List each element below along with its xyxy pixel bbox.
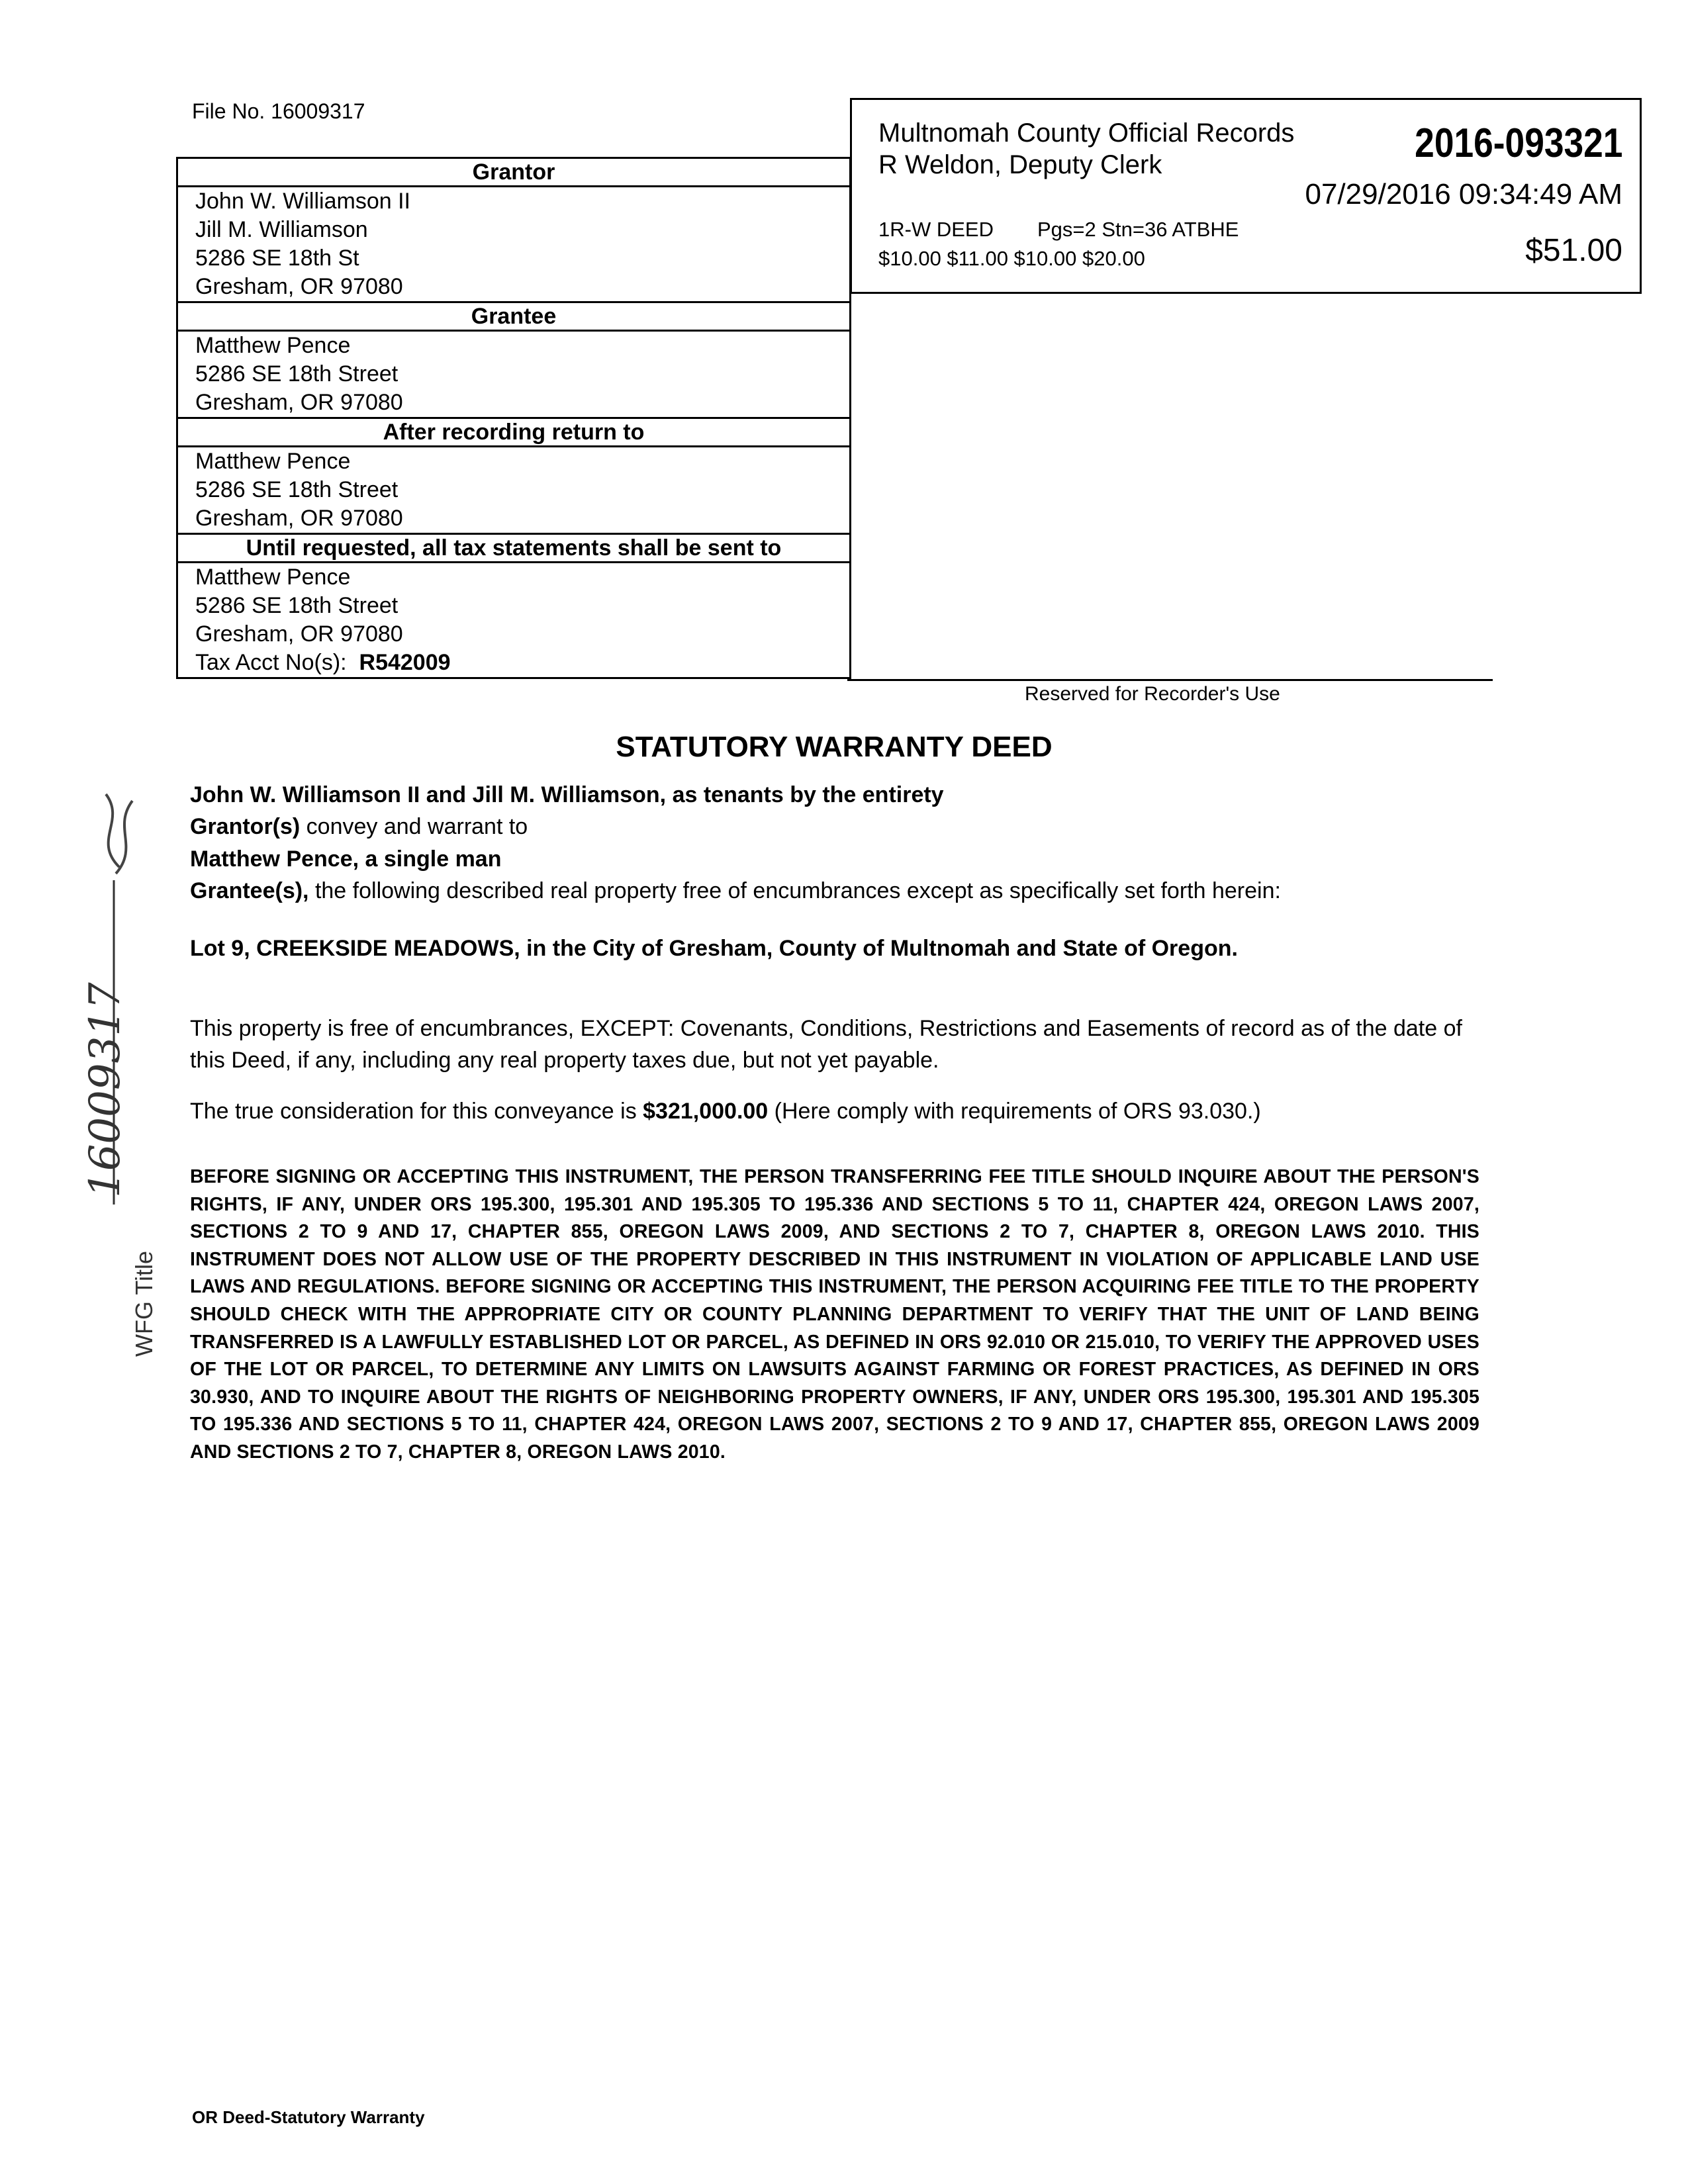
recording-total-fee: $51.00 (1525, 233, 1622, 268)
grantee-names (190, 846, 501, 872)
return-to-heading: After recording return to (178, 417, 849, 447)
recorder-county: Multnomah County Official Records (878, 118, 1295, 148)
deed-title: STATUTORY WARRANTY DEED (616, 731, 1053, 763)
legal-description-text: Lot 9, CREEKSIDE MEADOWS, in the City of Gresham, County of Multnomah and State of Oregon. (190, 936, 1238, 961)
grantor-label: Grantor(s) (190, 814, 301, 839)
recording-deed-type: 1R-W DEED (878, 218, 994, 241)
recording-number: 2016-093321 (1414, 120, 1622, 166)
return-to-block (178, 447, 849, 533)
handwritten-file-number: 16009317 (81, 982, 130, 1198)
recorder-divider (847, 679, 1493, 681)
return-to-line: Matthew Pence (195, 449, 351, 474)
legal-description (190, 936, 1238, 962)
grantee-description-line (190, 878, 1281, 904)
tax-statements-line: Matthew Pence (195, 565, 351, 590)
recording-fees: $10.00 $11.00 $10.00 $20.00 (878, 247, 1145, 270)
recorder-stamp-box (850, 98, 1642, 294)
tax-account-line (195, 649, 849, 677)
convey-text: convey and warrant to (300, 814, 528, 839)
return-to-line: 5286 SE 18th Street (195, 477, 399, 502)
recording-datetime: 07/29/2016 09:34:49 AM (1305, 178, 1622, 210)
grantee-names-text: Matthew Pence, a single man (190, 846, 502, 872)
grantor-line: Gresham, OR 97080 (195, 274, 403, 299)
grantor-line: John W. Williamson II (195, 189, 410, 214)
encumbrances-paragraph: This property is free of encumbrances, EXCEPT: Covenants, Conditions, Restrictions and Easements of record as of the date of this Deed, if any, including any real property taxes due, but not yet payable. (190, 1016, 1462, 1073)
return-to-line: Gresham, OR 97080 (195, 506, 403, 531)
statutory-warning: BEFORE SIGNING OR ACCEPTING THIS INSTRUMENT, THE PERSON TRANSFERRING FEE TITLE SHOULD INQUIRE ABOUT THE PERSON'S RIGHTS, IF ANY, UNDER ORS 195.300, 195.301 AND 195.305 TO 195.336 AND SECTIONS 5 TO 11, CHAPTER 424, OREGON LAWS 2007, SECTIONS 2 TO 9 AND 17, CHAPTER 855, OREGON LAWS 2009, AND SECTIONS 2 TO 7, CHAPTER 8, OREGON LAWS 2010. THIS INSTRUMENT DOES NOT ALLOW USE OF THE PROPERTY DESCRIBED IN THIS INSTRUMENT IN VIOLATION OF APPLICABLE LAND USE LAWS AND REGULATIONS. BEFORE SIGNING OR ACCEPTING THIS INSTRUMENT, THE PERSON ACQUIRING FEE TITLE TO THE PROPERTY SHOULD CHECK WITH THE APPROPRIATE CITY OR COUNTY PLANNING DEPARTMENT TO VERIFY THAT THE UNIT OF LAND BEING TRANSFERRED IS A LAWFULLY ESTABLISHED LOT OR PARCEL, AS DEFINED IN ORS 92.010 OR 215.010, TO VERIFY THE APPROVED USES OF THE LOT OR PARCEL, TO DETERMINE ANY LIMITS ON LAWSUITS AGAINST FARMING OR FOREST PRACTICES, AS DEFINED IN ORS 30.930, AND TO INQUIRE ABOUT THE RIGHTS OF NEIGHBORING PROPERTY OWNERS, IF ANY, UNDER ORS 195.300, 195.301 AND 195.305 TO 195.336 AND SECTIONS 5 TO 11, CHAPTER 424, OREGON LAWS 2007, SECTIONS 2 TO 9 AND 17, CHAPTER 855, OREGON LAWS 2009 AND SECTIONS 2 TO 7, CHAPTER 8, OREGON LAWS 2010. (190, 1166, 1479, 1463)
consideration-line (190, 1099, 1261, 1124)
grantee-line: Gresham, OR 97080 (195, 390, 403, 415)
grantee-label: Grantee(s), (190, 878, 309, 903)
tax-account-label: Tax Acct No(s): (195, 650, 347, 675)
grantee-description-text: the following described real property free of encumbrances except as specifically set forth herein: (308, 878, 1281, 903)
grantee-block (178, 332, 849, 417)
consideration-prefix: The true consideration for this conveyance is (190, 1099, 643, 1124)
tax-account-number: R542009 (359, 650, 451, 675)
recording-pages-station: Pgs=2 Stn=36 ATBHE (1037, 218, 1239, 241)
form-footer: OR Deed-Statutory Warranty (192, 2107, 425, 2127)
tax-statements-block (178, 563, 849, 677)
party-info-table (176, 157, 851, 679)
tax-statements-heading: Until requested, all tax statements shall be sent to (178, 533, 849, 563)
consideration-amount: $321,000.00 (643, 1099, 769, 1124)
grantor-block (178, 187, 849, 301)
grantee-heading: Grantee (178, 301, 849, 332)
grantor-names-text: John W. Williamson II and Jill M. Williamson, as tenants by the entirety (190, 782, 944, 807)
consideration-suffix: (Here comply with requirements of ORS 93.030.) (768, 1099, 1261, 1124)
grantor-heading: Grantor (178, 157, 849, 187)
grantee-line: Matthew Pence (195, 333, 351, 358)
wfg-title-stamp: WFG Title (130, 1251, 158, 1357)
recorder-clerk: R Weldon, Deputy Clerk (878, 150, 1162, 179)
handwritten-initials-icon (106, 794, 132, 874)
recorder-reserved-label: Reserved for Recorder's Use (1025, 683, 1280, 705)
tax-statements-line: 5286 SE 18th Street (195, 593, 399, 618)
grantor-names (190, 782, 944, 808)
margin-stamp (40, 781, 172, 1377)
file-number: File No. 16009317 (192, 99, 365, 123)
grantor-convey-line (190, 814, 528, 840)
grantee-line: 5286 SE 18th Street (195, 361, 399, 387)
grantor-line: 5286 SE 18th St (195, 246, 359, 271)
tax-statements-line: Gresham, OR 97080 (195, 621, 403, 647)
grantor-line: Jill M. Williamson (195, 217, 368, 242)
